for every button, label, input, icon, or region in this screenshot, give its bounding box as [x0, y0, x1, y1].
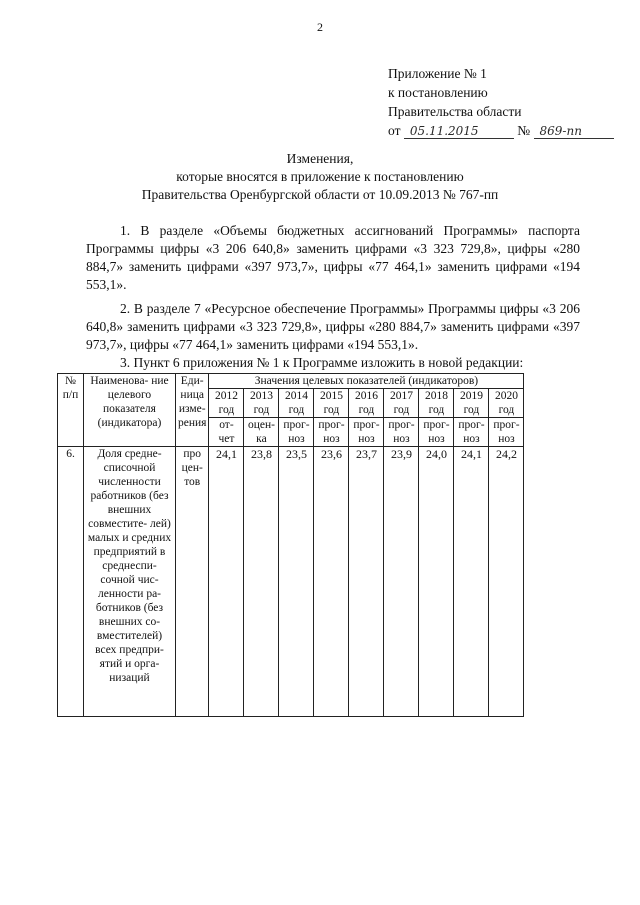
- row-name: Доля средне- списочной численности работников (без внешних совместите- лей) малых и средних предприятий в среднеспи- сочной чис- ленности ра- ботников (без внешних со- вместителей) всех предпри- ятий и орга- низаций: [84, 447, 176, 717]
- handwritten-date: 05.11.2015: [404, 124, 514, 139]
- header-year: 2017 год: [384, 389, 419, 418]
- header-num: № п/п: [58, 374, 84, 447]
- row-value: 23,5: [279, 447, 314, 717]
- row-value: 23,6: [314, 447, 349, 717]
- row-value: 23,8: [244, 447, 279, 717]
- row-value: 23,7: [349, 447, 384, 717]
- row-value: 23,9: [384, 447, 419, 717]
- header-kind: прог- ноз: [384, 418, 419, 447]
- header-unit: Еди- ница изме- рения: [176, 374, 209, 447]
- row-value: 24,2: [489, 447, 524, 717]
- row-value: 24,1: [454, 447, 489, 717]
- header-year: 2019 год: [454, 389, 489, 418]
- row-unit: про цен- тов: [176, 447, 209, 717]
- appendix-line-1: Приложение № 1: [388, 66, 487, 81]
- header-kind: прог- ноз: [314, 418, 349, 447]
- header-kind: прог- ноз: [419, 418, 454, 447]
- row-num: 6.: [58, 447, 84, 717]
- from-prefix: от: [388, 123, 401, 138]
- row-value: 24,0: [419, 447, 454, 717]
- header-year: 2012 год: [209, 389, 244, 418]
- header-year: 2013 год: [244, 389, 279, 418]
- appendix-block: [388, 64, 614, 140]
- header-kind: прог- ноз: [349, 418, 384, 447]
- row-value: 24,1: [209, 447, 244, 717]
- header-kind: оцен- ка: [244, 418, 279, 447]
- header-year: 2016 год: [349, 389, 384, 418]
- header-row-1: [58, 374, 524, 389]
- appendix-line-3: Правительства области: [388, 104, 522, 119]
- header-name: Наименова- ние целевого показателя (индикатора): [84, 374, 176, 447]
- header-year: 2014 год: [279, 389, 314, 418]
- header-kind: от- чет: [209, 418, 244, 447]
- handwritten-number: 869-пп: [534, 124, 614, 139]
- header-year: 2018 год: [419, 389, 454, 418]
- header-year: 2020 год: [489, 389, 524, 418]
- appendix-line-2: к постановлению: [388, 85, 488, 100]
- title-line-1: Изменения,: [286, 151, 354, 166]
- page-number: 2: [317, 20, 323, 34]
- table-row: [58, 447, 524, 717]
- document-body: [86, 222, 580, 372]
- header-year: 2015 год: [314, 389, 349, 418]
- title-line-3: Правительства Оренбургской области от 10.09.2013 № 767-пп: [141, 187, 499, 202]
- paragraph-1: 1. В разделе «Объемы бюджетных ассигнований Программы» паспорта Программы цифры «3 206 640,8» заменить цифрами «3 323 729,8», цифры «280 884,7» заменить цифрами «397 973,7», цифры «77 464,1» заменить цифрами «194 553,1».: [86, 223, 580, 292]
- indicator-table: [57, 373, 524, 717]
- paragraph-2: 2. В разделе 7 «Ресурсное обеспечение Программы» Программы цифры «3 206 640,8» заменить цифрами «3 323 729,8», цифры «280 884,7» заменить цифрами «397 973,7», цифры «77 464,1» заменить цифрами «194 553,1».: [86, 301, 580, 352]
- number-prefix: №: [517, 123, 531, 138]
- title-line-2: которые вносятся в приложение к постановлению: [176, 169, 464, 184]
- header-values-group: Значения целевых показателей (индикаторов): [209, 374, 524, 389]
- appendix-date-line: [388, 121, 614, 140]
- document-title: [0, 150, 640, 204]
- header-kind: прог- ноз: [279, 418, 314, 447]
- header-kind: прог- ноз: [489, 418, 524, 447]
- header-kind: прог- ноз: [454, 418, 489, 447]
- paragraph-3: 3. Пункт 6 приложения № 1 к Программе изложить в новой редакции:: [120, 355, 524, 370]
